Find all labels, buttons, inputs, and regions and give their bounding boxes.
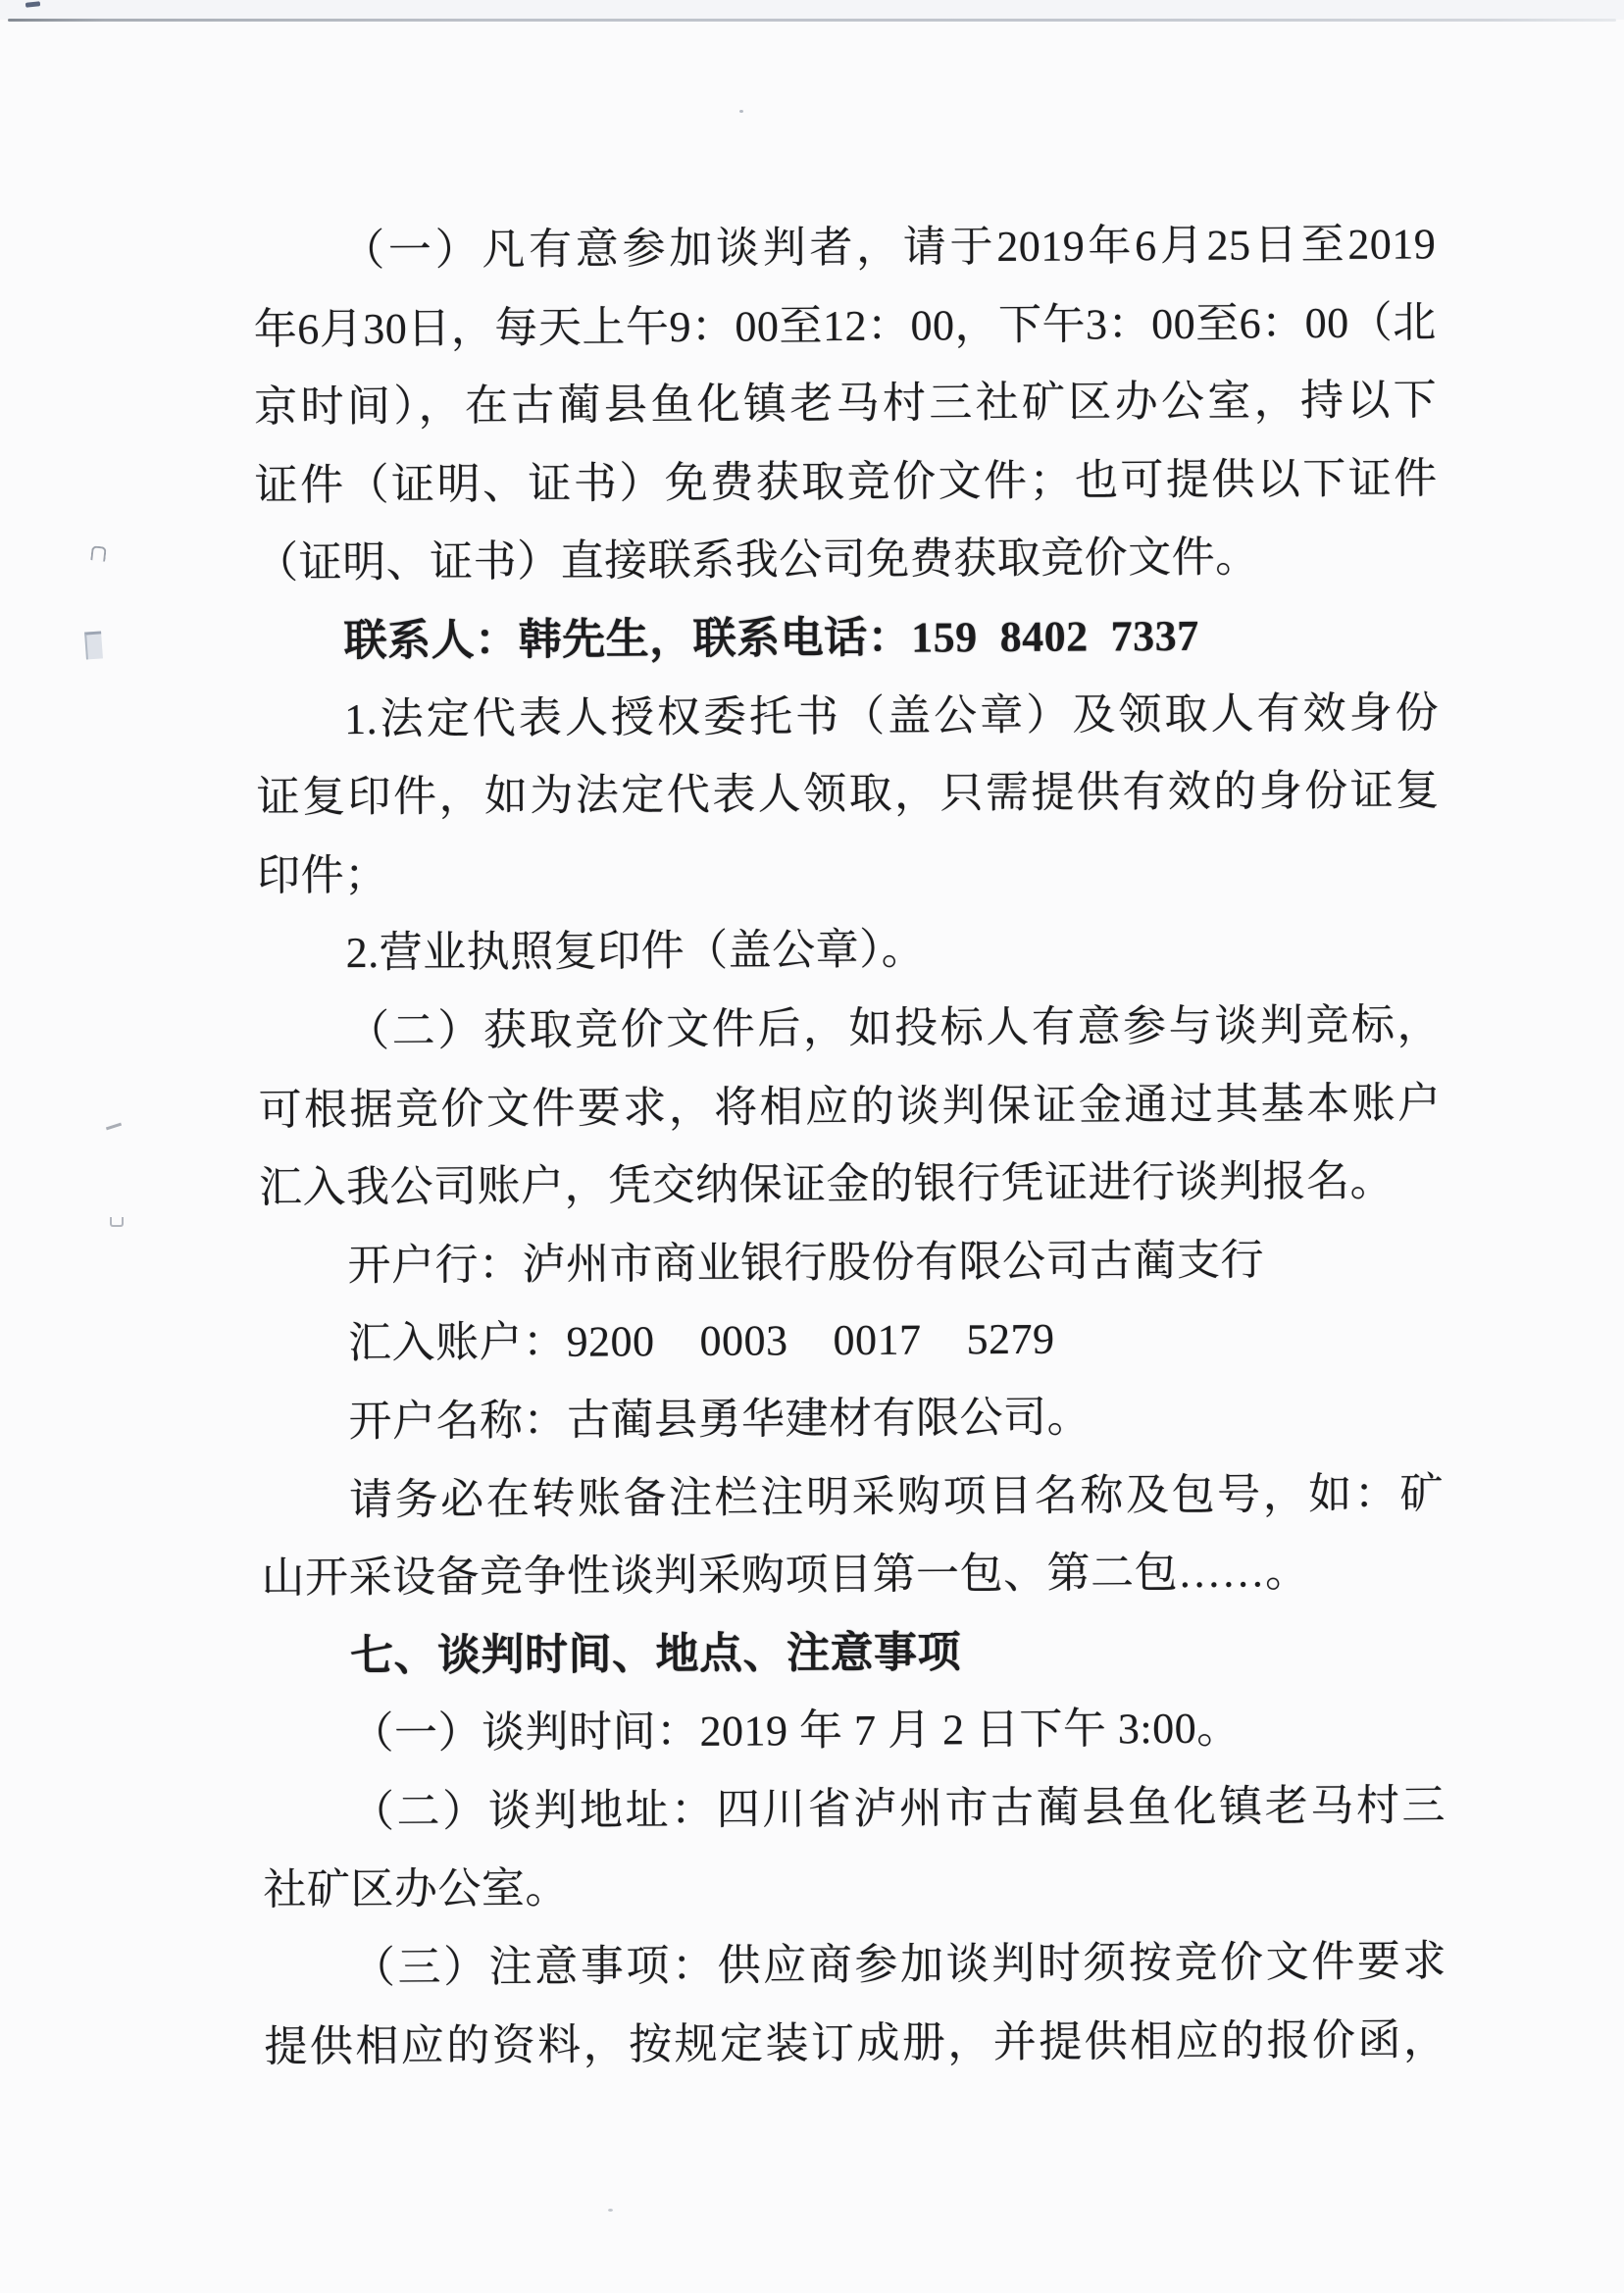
contact-line: 联系人：韩先生，联系电话：159 8402 7337 bbox=[343, 611, 1199, 666]
margin-artifact bbox=[84, 631, 103, 659]
scan-dot bbox=[608, 2209, 613, 2212]
text-line: （三）注意事项：供应商参加谈判时须按竞价文件要求 bbox=[351, 1937, 1447, 1993]
document-text-block bbox=[253, 205, 1447, 2086]
text-line: 请务必在转账备注栏注明采购项目名称及包号，如：矿 bbox=[348, 1468, 1445, 1524]
text-line: 社矿区办公室。 bbox=[263, 1864, 570, 1915]
scan-top-strip bbox=[0, 0, 1624, 20]
text-line: 1.法定代表人授权委托书（盖公章）及领取人有效身份 bbox=[344, 688, 1440, 743]
text-line: 印件； bbox=[256, 850, 388, 900]
margin-artifact bbox=[106, 1123, 122, 1131]
section-heading: 七、谈判时间、地点、注意事项 bbox=[349, 1627, 962, 1680]
account-name-line: 开户名称：古蔺县勇华建材有限公司。 bbox=[348, 1393, 1091, 1447]
text-line: 证件（证明、证书）免费获取竞价文件；也可提供以下证件 bbox=[254, 454, 1438, 510]
text-line: 证复印件，如为法定代表人领取，只需提供有效的身份证复 bbox=[256, 766, 1440, 822]
text-line: 年6月30日，每天上午9：00至12：00，下午3：00至6：00（北 bbox=[253, 297, 1437, 354]
text-line: 汇入我公司账户，凭交纳保证金的银行凭证进行谈判报名。 bbox=[258, 1156, 1395, 1212]
text-line: （一）凡有意参加谈判者，请于2019年6月25日至2019 bbox=[341, 220, 1437, 276]
text-line: 提供相应的资料，按规定装订成册，并提供相应的报价函， bbox=[264, 2014, 1447, 2071]
margin-artifact bbox=[110, 1217, 124, 1227]
margin-artifact bbox=[90, 545, 106, 561]
text-line: （一）谈判时间：2019 年 7 月 2 日下午 3:00。 bbox=[350, 1704, 1241, 1758]
text-line: 可根据竞价文件要求，将相应的谈判保证金通过其基本账户 bbox=[258, 1078, 1442, 1135]
text-line: 2.营业执照复印件（盖公章）。 bbox=[345, 925, 926, 978]
scan-edge-line bbox=[8, 19, 1616, 22]
account-line: 汇入账户：9200 0003 0017 5279 bbox=[347, 1315, 1055, 1368]
text-line: （二）获取竞价文件后，如投标人有意参与谈判竞标， bbox=[345, 1000, 1442, 1056]
text-line: 山开采设备竞争性谈判采购项目第一包、第二包……。 bbox=[261, 1548, 1309, 1603]
text-line: （证明、证书）直接联系我公司免费获取竞价文件。 bbox=[255, 533, 1259, 588]
bank-line: 开户行：泸州市商业银行股份有限公司古蔺支行 bbox=[347, 1236, 1265, 1290]
text-line: 京时间），在古蔺县鱼化镇老马村三社矿区办公室，持以下 bbox=[254, 376, 1438, 432]
scan-dot bbox=[739, 110, 743, 113]
text-line: （二）谈判地址：四川省泸州市古蔺县鱼化镇老马村三 bbox=[350, 1781, 1446, 1836]
